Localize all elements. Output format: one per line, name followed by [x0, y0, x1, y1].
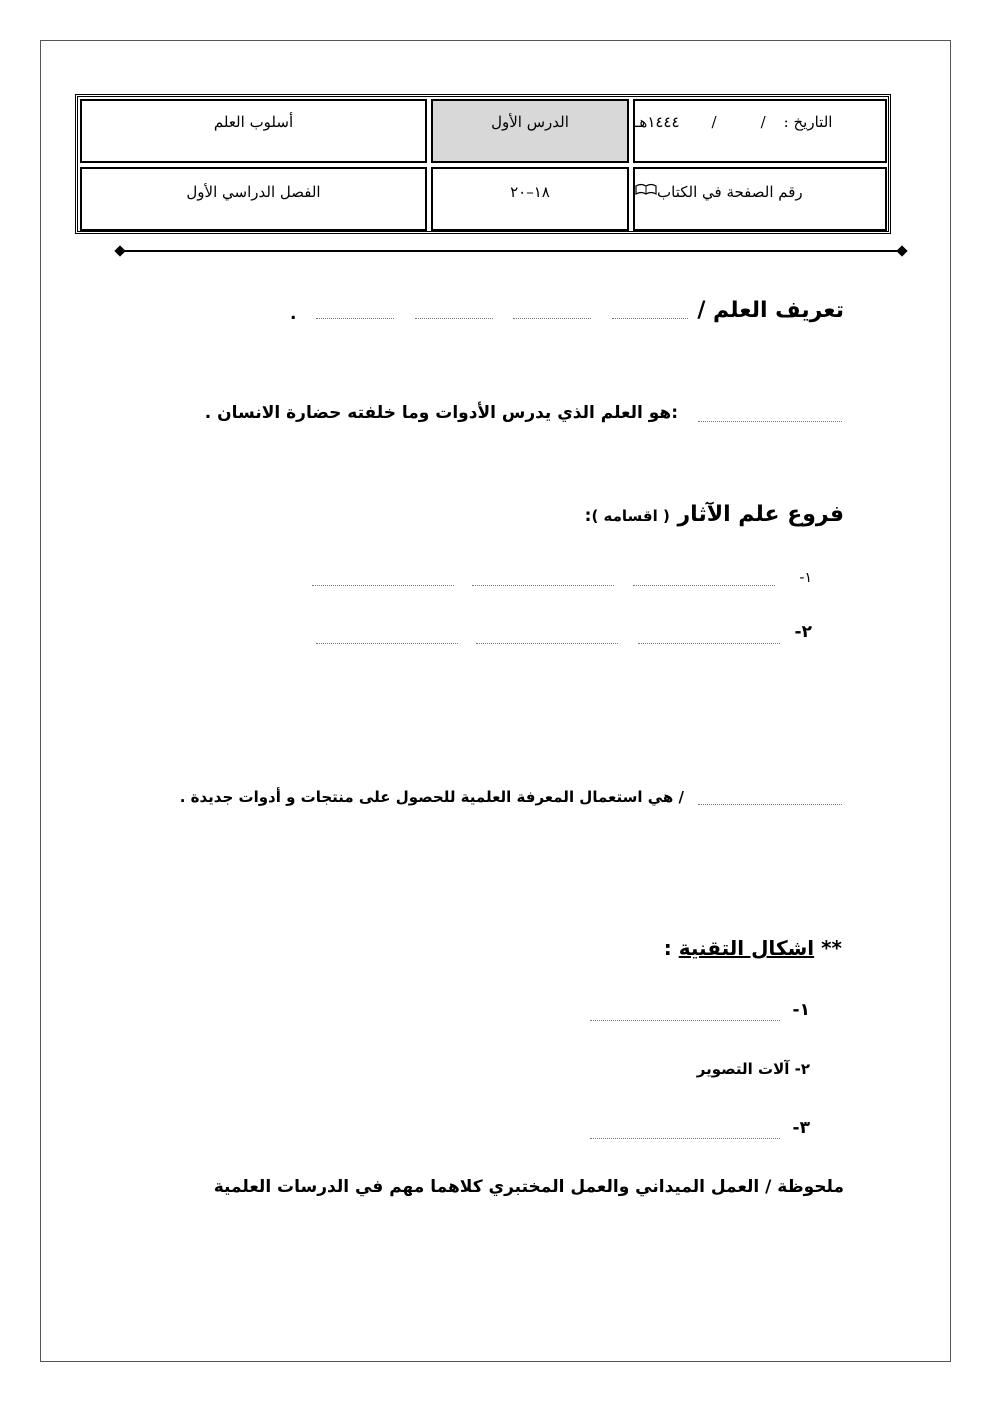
tech-forms-stars: **	[821, 936, 842, 960]
pages-range: ١٨–٢٠	[510, 183, 550, 201]
date-separator: /	[760, 113, 766, 131]
semester-cell	[80, 167, 427, 231]
date-label: التاريخ :	[783, 113, 833, 131]
science-def-end: .	[290, 304, 297, 324]
tech-1-label: ١-	[792, 1000, 810, 1020]
header-table	[75, 94, 891, 234]
blank-line	[415, 318, 493, 319]
blank-line	[698, 421, 842, 422]
topic-title: أسلوب العلم	[213, 113, 294, 131]
blank-line	[590, 1020, 780, 1021]
book-icon	[635, 183, 657, 195]
blank-line	[612, 318, 688, 319]
page-frame	[40, 40, 951, 1362]
branches-paren: ( اقسامه )	[591, 507, 670, 525]
branches-heading	[585, 502, 844, 527]
technology-def: / هي استعمال المعرفة العلمية للحصول على منتجات و أدوات جديدة .	[179, 788, 684, 806]
blank-line	[316, 643, 458, 644]
branch-1-label: ١-	[799, 570, 812, 586]
date-separator: /	[711, 113, 717, 131]
page-label: رقم الصفحة في الكتاب	[657, 183, 803, 201]
branches-title: فروع علم الآثار	[677, 502, 844, 527]
date-year: ١٤٤٤هـ	[635, 113, 680, 131]
blank-line	[633, 585, 775, 586]
branches-colon: :	[584, 506, 592, 526]
topic-cell	[80, 99, 427, 163]
lesson-title: الدرس الأول	[491, 113, 569, 131]
pages-cell	[431, 167, 629, 231]
divider-line	[120, 250, 902, 252]
blank-line	[316, 318, 394, 319]
blank-line	[590, 1138, 780, 1139]
tech-2-label: ٢- آلات التصوير	[696, 1060, 810, 1078]
page-cell	[633, 167, 887, 231]
tech-forms-colon: :	[663, 936, 672, 960]
blank-line	[513, 318, 591, 319]
blank-line	[472, 585, 614, 586]
note: ملحوظة / العمل الميداني والعمل المختبري كلاهما مهم في الدرسات العلمية	[213, 1177, 844, 1197]
blank-line	[698, 804, 842, 805]
tech-forms-heading	[664, 936, 842, 960]
blank-line	[476, 643, 618, 644]
tech-3-label: ٣-	[792, 1118, 810, 1138]
archaeology-def: :هو العلم الذي يدرس الأدوات وما خلفته حضارة الانسان .	[204, 403, 678, 423]
branch-2-label: ٢-	[794, 622, 812, 642]
lesson-cell	[431, 99, 629, 163]
blank-line	[638, 643, 780, 644]
semester-title: الفصل الدراسي الأول	[186, 183, 321, 201]
tech-forms-title: اشكال التقنية	[678, 936, 815, 960]
date-cell	[633, 99, 887, 163]
blank-line	[312, 585, 454, 586]
science-def-title: تعريف العلم /	[697, 298, 844, 323]
date-line	[635, 113, 832, 131]
